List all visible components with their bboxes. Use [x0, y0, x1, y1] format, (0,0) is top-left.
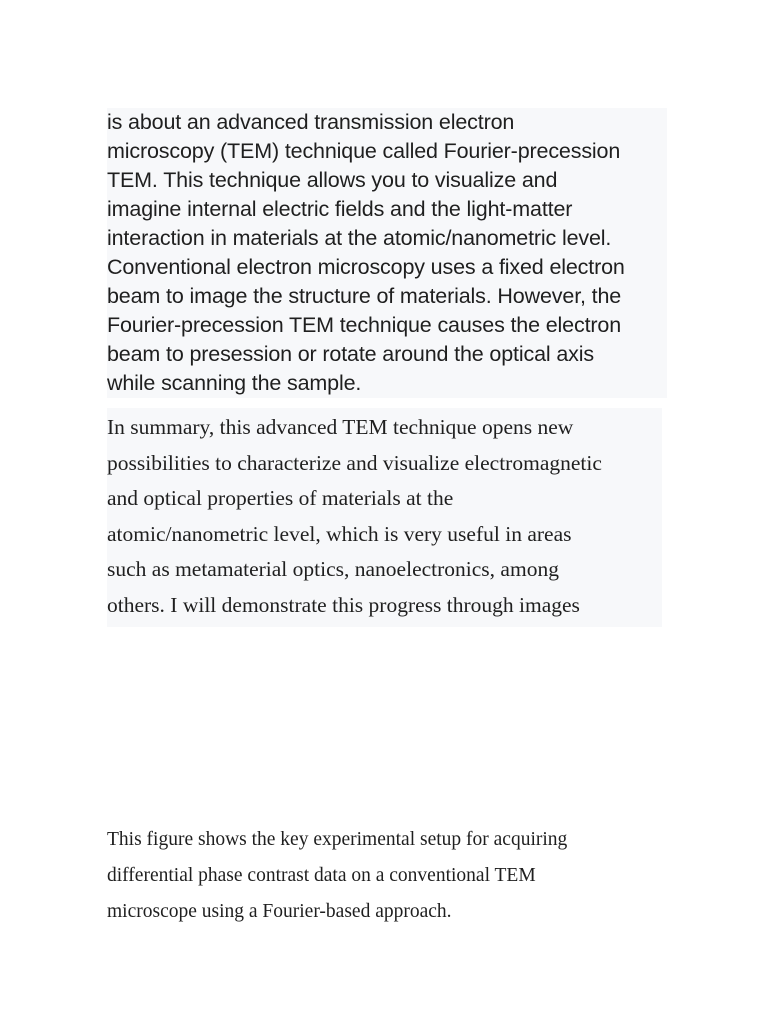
- text-line: Conventional electron microscopy uses a fixed electron: [107, 253, 667, 282]
- paragraph-summary: [107, 408, 662, 627]
- text-line: while scanning the sample.: [107, 369, 667, 398]
- text-line: Fourier-precession TEM technique causes the electron: [107, 311, 667, 340]
- paragraph-intro: [107, 108, 667, 398]
- paragraph-figure-caption: [107, 822, 667, 930]
- text-line: others. I will demonstrate this progress through images: [107, 592, 580, 617]
- text-line: beam to image the structure of materials. However, the: [107, 282, 667, 311]
- text-line: atomic/nanometric level, which is very useful in areas: [107, 521, 572, 546]
- text-line: interaction in materials at the atomic/nanometric level.: [107, 224, 667, 253]
- text-line: beam to presession or rotate around the optical axis: [107, 340, 667, 369]
- text-line: differential phase contrast data on a conventional TEM: [107, 865, 536, 886]
- text-line: imagine internal electric fields and the light-matter: [107, 195, 667, 224]
- text-line: such as metamaterial optics, nanoelectronics, among: [107, 557, 559, 581]
- text-line: This figure shows the key experimental setup for acquiring: [107, 829, 568, 850]
- text-line: and optical properties of materials at the: [107, 486, 454, 510]
- text-line: TEM. This technique allows you to visualize and: [107, 166, 667, 195]
- text-line: possibilities to characterize and visualize electromagnetic: [107, 450, 602, 475]
- text-line: microscopy (TEM) technique called Fourier-precession: [107, 137, 667, 166]
- text-line: microscope using a Fourier-based approach.: [107, 901, 452, 922]
- text-line: In summary, this advanced TEM technique opens new: [107, 415, 574, 439]
- text-line: is about an advanced transmission electron: [107, 108, 667, 137]
